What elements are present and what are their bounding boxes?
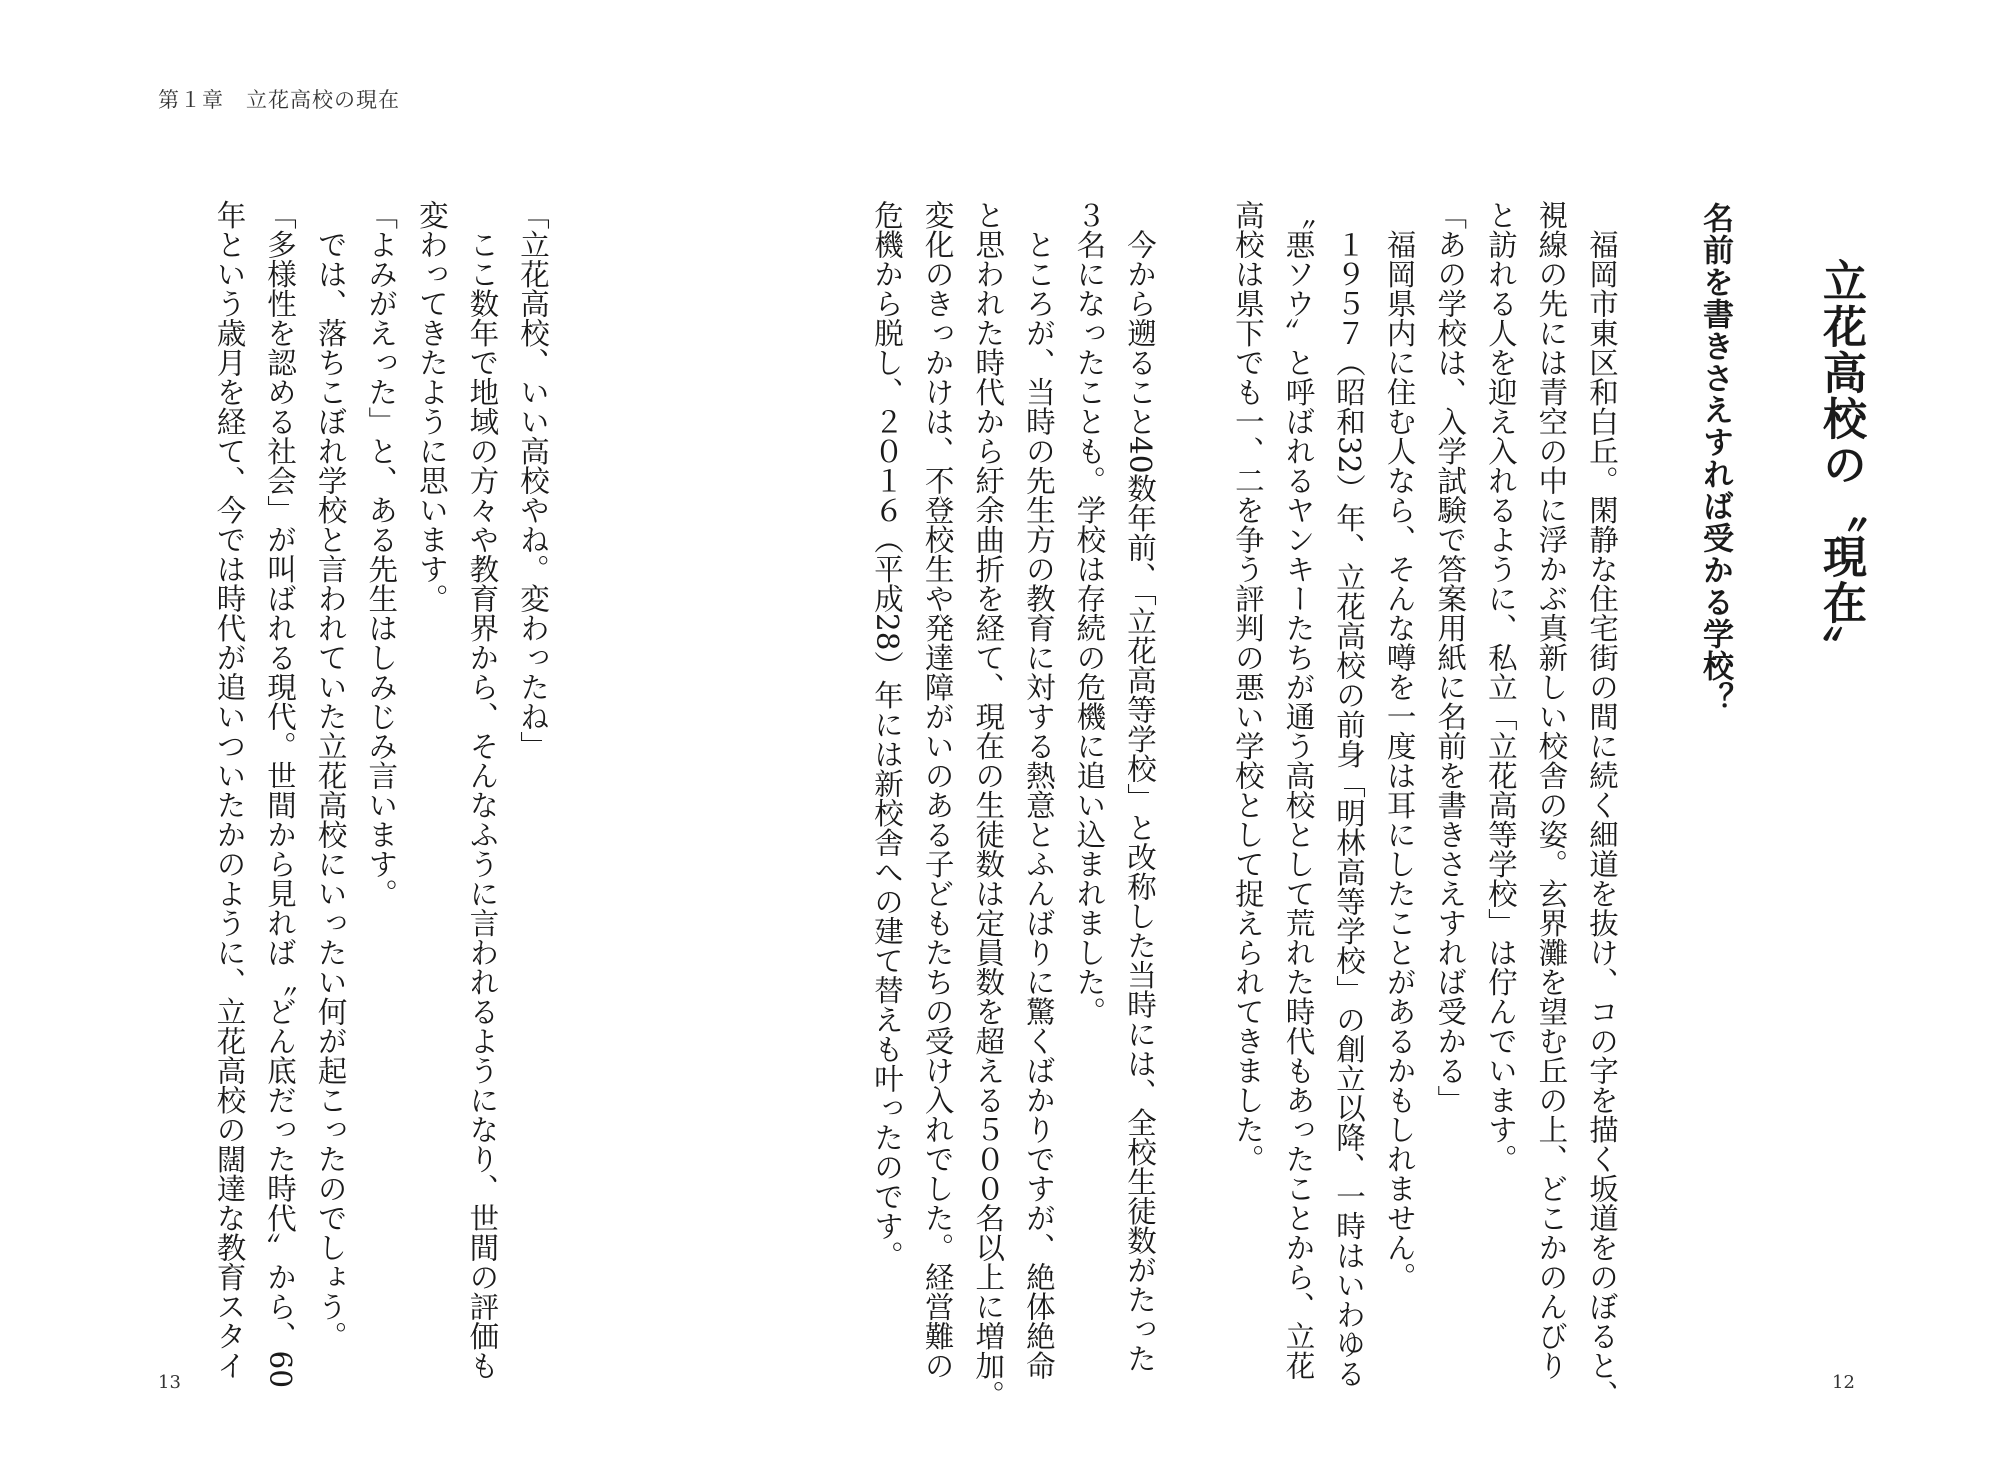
text-column: 変わってきたように思います。 (414, 200, 449, 613)
text-column: 今から遡ること40数年前、「立花高等学校」と改称した当時には、全校生徒数がたった (1123, 200, 1157, 1374)
text-column: 視線の先には青空の中に浮かぶ真新しい校舎の姿。玄界灘を望む丘の上、どこかのんびり (1534, 200, 1569, 1380)
text-column: 年という歳月を経て、今では時代が追いついたかのように、立花高校の闊達な教育スタイ (212, 200, 247, 1380)
text-column: 変化のきっかけは、不登校生や発達障がいのある子どもたちの受け入れでした。経営難の (920, 200, 955, 1380)
text-column: １９５７（昭和32）年、立花高校の前身「明林高等学校」の創立以降、一時はいわゆる (1332, 200, 1367, 1389)
text-column: 福岡市東区和白丘。閑静な住宅街の間に続く細道を抜け、コの字を描く坂道をのぼると、 (1585, 200, 1619, 1410)
text-column: 「よみがえった」と、ある先生はしみじみ言います。 (364, 200, 399, 908)
left-page-body-first (605, 200, 1165, 1410)
text-column: 〝悪ソウ〟と呼ばれるヤンキーたちが通う高校として荒れた時代もあったことから、立花 (1281, 200, 1316, 1380)
chapter-title: 立花高校の〝現在〟 (1815, 258, 1866, 672)
text-column: では、落ちこぼれ学校と言われていた立花高校にいったい何が起こったのでしょう。 (313, 200, 348, 1351)
text-column: 危機から脱し、２０１６（平成28）年には新校舎への建て替えも叶ったのです。 (870, 200, 905, 1271)
text-column: 「立花高校、いい高校やね。変わったね」 (516, 200, 550, 761)
running-head: 第１章 立花高校の現在 (158, 88, 400, 112)
text-column: 「多様性を認める社会」が叫ばれる現代。世間から見れば〝どん底だった時代〟から、60 (263, 200, 298, 1389)
right-page-body (1230, 200, 1627, 1410)
page-number-right: 12 (1832, 1372, 1855, 1393)
text-column: 高校は県下でも一、二を争う評判の悪い学校として捉えられてきました。 (1230, 200, 1265, 1174)
text-column: と思われた時代から紆余曲折を経て、現在の生徒数は定員数を超える５００名以上に増加。 (971, 200, 1006, 1410)
text-column: ３名になったことも。学校は存続の危機に追い込まれました。 (1072, 200, 1107, 1026)
text-column: ところが、当時の先生方の教育に対する熱意とふんばりに驚くばかりですが、絶体絶命 (1021, 200, 1056, 1380)
section-subtitle: 名前を書きさえすれば受かる学校？ (1697, 202, 1733, 714)
text-column: と訪れる人を迎え入れるように、私立「立花高等学校」は佇んでいます。 (1483, 200, 1518, 1174)
text-column: 福岡県内に住む人なら、そんな噂を一度は耳にしたことがあるかもしれません。 (1382, 200, 1417, 1292)
text-column: ここ数年で地域の方々や教育界から、そんなふうに言われるようになり、世間の評価も (465, 200, 500, 1380)
text-column: 「あの学校は、入学試験で答案用紙に名前を書きさえすれば受かる」 (1433, 200, 1468, 1115)
page-number-left: 13 (158, 1372, 181, 1393)
